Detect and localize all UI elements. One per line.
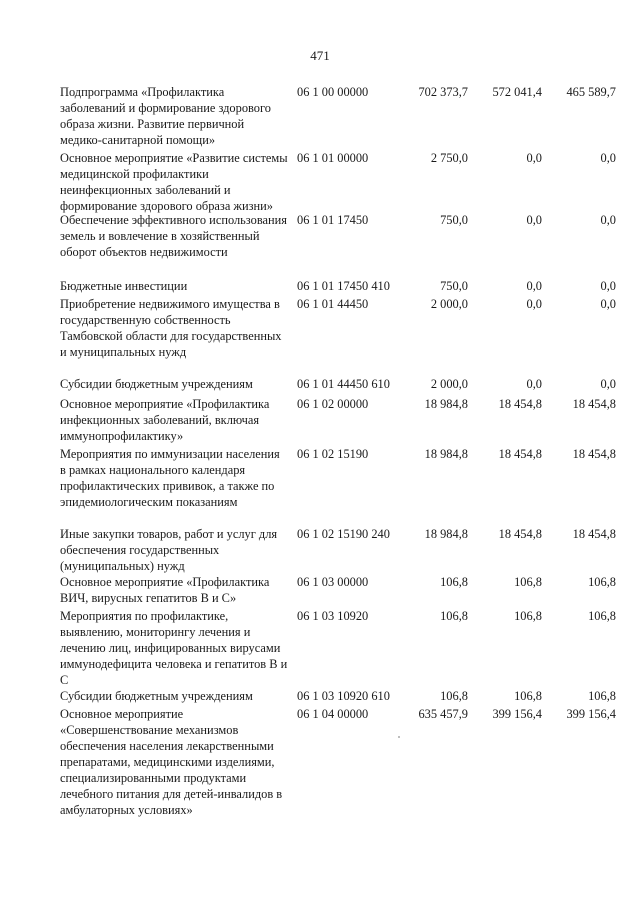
- row-name: Мероприятия по иммунизации населения в рамках национального календаря профилактических прививок, а также по эпидемиологическим показаниям: [60, 447, 280, 509]
- row-name: Мероприятия по профилактике, выявлению, мониторингу лечения и лечению лиц, инфицированных вирусами иммунодефицита человека и гепатитов В и С: [60, 609, 288, 687]
- row-value-3: 18 454,8: [572, 527, 616, 541]
- scan-speck: [398, 736, 400, 738]
- row-name: Основное мероприятие «Профилактика инфекционных заболеваний, включая иммунопрофилактику»: [60, 397, 270, 443]
- row-value-2: 18 454,8: [498, 527, 542, 541]
- row-code: 06 1 01 44450: [297, 297, 369, 311]
- row-value-1: 2 750,0: [430, 151, 468, 165]
- row-value-1: 18 984,8: [424, 527, 468, 541]
- row-value-2: 0,0: [526, 279, 542, 293]
- row-value-1: 2 000,0: [430, 377, 468, 391]
- row-value-1: 2 000,0: [430, 297, 468, 311]
- row-value-3: 106,8: [588, 609, 616, 623]
- row-code: 06 1 03 10920 610: [297, 689, 390, 703]
- row-code: 06 1 03 00000: [297, 575, 369, 589]
- row-code: 06 1 00 00000: [297, 85, 369, 99]
- row-code: 06 1 02 15190 240: [297, 527, 390, 541]
- row-code: 06 1 02 15190: [297, 447, 369, 461]
- row-value-1: 750,0: [440, 213, 468, 227]
- row-name: Бюджетные инвестиции: [60, 279, 188, 293]
- row-code: 06 1 01 17450: [297, 213, 369, 227]
- row-value-3: 0,0: [600, 213, 616, 227]
- row-value-2: 18 454,8: [498, 397, 542, 411]
- row-value-2: 0,0: [526, 377, 542, 391]
- row-name: Субсидии бюджетным учреждениям: [60, 689, 253, 703]
- row-value-1: 106,8: [440, 575, 468, 589]
- row-value-3: 465 589,7: [566, 85, 616, 99]
- row-value-1: 702 373,7: [418, 85, 468, 99]
- row-value-3: 0,0: [600, 151, 616, 165]
- row-value-3: 0,0: [600, 377, 616, 391]
- row-name: Основное мероприятие «Профилактика ВИЧ, вирусных гепатитов В и С»: [60, 575, 270, 605]
- row-name: Основное мероприятие «Совершенствование механизмов обеспечения населения лекарственными препаратами, медицинскими изделиями, специализированными продуктами лечебного питания для детей-инвалидов в амбулаторных условиях»: [60, 707, 283, 817]
- row-name: Субсидии бюджетным учреждениям: [60, 377, 253, 391]
- row-code: 06 1 01 17450 410: [297, 279, 390, 293]
- row-value-1: 635 457,9: [418, 707, 468, 721]
- row-code: 06 1 04 00000: [297, 707, 369, 721]
- row-value-3: 0,0: [600, 279, 616, 293]
- row-value-2: 399 156,4: [492, 707, 542, 721]
- row-value-2: 106,8: [514, 689, 542, 703]
- row-value-2: 572 041,4: [492, 85, 542, 99]
- row-value-1: 106,8: [440, 609, 468, 623]
- row-value-3: 18 454,8: [572, 397, 616, 411]
- row-name: Приобретение недвижимого имущества в государственную собственность Тамбовской области для государственных и муниципальных нужд: [60, 297, 282, 359]
- page-number: 471: [310, 48, 330, 63]
- row-code: 06 1 02 00000: [297, 397, 369, 411]
- row-code: 06 1 01 00000: [297, 151, 369, 165]
- row-value-2: 106,8: [514, 609, 542, 623]
- row-value-2: 0,0: [526, 297, 542, 311]
- row-value-1: 750,0: [440, 279, 468, 293]
- row-value-3: 0,0: [600, 297, 616, 311]
- row-name: Иные закупки товаров, работ и услуг для обеспечения государственных (муниципальных) нужд: [60, 527, 278, 573]
- row-value-2: 0,0: [526, 213, 542, 227]
- row-value-3: 106,8: [588, 689, 616, 703]
- row-value-3: 18 454,8: [572, 447, 616, 461]
- row-name: Обеспечение эффективного использования земель и вовлечение в хозяйственный оборот объектов недвижимости: [60, 213, 287, 259]
- row-value-3: 106,8: [588, 575, 616, 589]
- row-code: 06 1 01 44450 610: [297, 377, 390, 391]
- row-value-3: 399 156,4: [566, 707, 616, 721]
- row-value-1: 106,8: [440, 689, 468, 703]
- row-value-2: 0,0: [526, 151, 542, 165]
- row-name: Подпрограмма «Профилактика заболеваний и формирование здорового образа жизни. Развитие первичной медико-санитарной помощи»: [60, 85, 271, 147]
- row-name: Основное мероприятие «Развитие системы медицинской профилактики неинфекционных заболеваний и формирование здорового образа жизни»: [60, 151, 288, 213]
- row-value-1: 18 984,8: [424, 447, 468, 461]
- row-value-1: 18 984,8: [424, 397, 468, 411]
- row-code: 06 1 03 10920: [297, 609, 369, 623]
- row-value-2: 106,8: [514, 575, 542, 589]
- row-value-2: 18 454,8: [498, 447, 542, 461]
